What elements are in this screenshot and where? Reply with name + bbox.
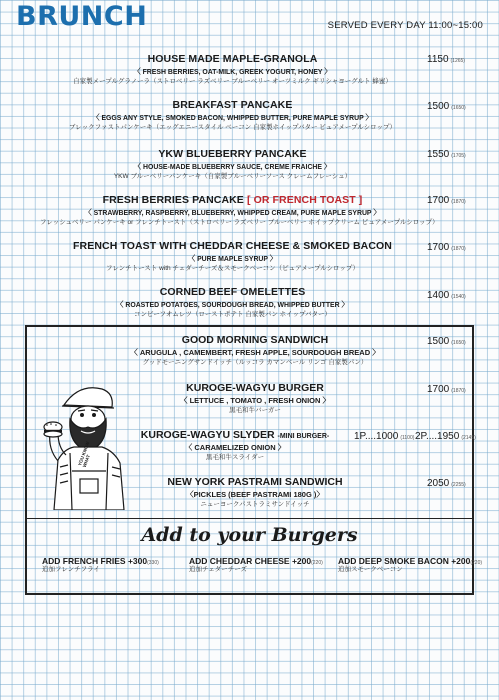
menu-item (40, 194, 439, 226)
item-price: 1700 (1870) (427, 195, 466, 206)
item-name: BREAKFAST PANCAKE (172, 99, 293, 111)
apron-text: YOU KNOW WHAT (77, 440, 91, 469)
menu-item (120, 334, 390, 366)
addon-title: Add to your Burgers (141, 524, 358, 546)
addon-item: ADD DEEP SMOKE BACON +200(220) 追加スモークベーコン (338, 556, 483, 574)
item-japanese: フレンチトースト with チェダーチーズ＆スモークベーコン（ピュアメープルシロップ） (106, 264, 359, 272)
addon-item: ADD CHEDDAR CHEESE +200(220) 追加チェダーチーズ (189, 556, 323, 574)
item-description: 〈 EGGS ANY STYLE, SMOKED BACON, WHIPPED BUTTER, PURE MAPLE SYRUP 〉 (92, 113, 373, 123)
item-price: 1500 (1650) (427, 101, 466, 112)
item-japanese: YKW ブルーベリーパンケーキ（自家製ブルーベリーソース クレームフレーシュ） (113, 172, 352, 180)
item-price-2p: 2P....1950 (2145) (415, 431, 476, 442)
menu-item (120, 429, 350, 461)
item-price: 1550 (1705) (427, 149, 466, 160)
item-japanese: ニューヨークパストラミサンドイッチ (200, 500, 310, 508)
item-name: FRENCH TOAST WITH CHEDDAR CHEESE & SMOKED BACON (73, 240, 392, 252)
item-japanese: ブレックファストパンケーキ（エッグエニースタイル ベーコン 自家製ホイップバター ピュアメープルシロップ） (68, 123, 397, 131)
menu-item (120, 476, 390, 508)
menu-item (40, 148, 425, 180)
addon-japanese: 追加チェダーチーズ (189, 566, 247, 574)
item-name: YKW BLUEBERRY PANCAKE (158, 148, 307, 160)
item-japanese: フレッシュベリー パンケーキ or フレンチトースト（ストロベリー ラズベリー ブルーベリー ホイップクリーム ピュアメープルシロップ） (40, 218, 439, 226)
item-description: 〈 LETTUCE , TOMATO , FRESH ONION 〉 (179, 396, 330, 406)
chef-illustration (34, 375, 129, 510)
page-title: BRUNCH (16, 1, 148, 32)
item-name-variant: [ OR FRENCH TOAST ] (246, 194, 363, 206)
item-japanese: コンビーフオムレツ（ローストポテト 自家製パン ホイップバター） (134, 310, 331, 318)
item-description: 〈 ROASTED POTATOES, SOURDOUGH BREAD, WHIPPED BUTTER 〉 (116, 300, 349, 310)
item-name: NEW YORK PASTRAMI SANDWICH (167, 476, 343, 488)
menu-item (120, 382, 390, 414)
menu-item (40, 240, 425, 272)
menu-item (40, 286, 425, 318)
addon-item: ADD FRENCH FRIES +300(330) 追加フレンチフライ (42, 556, 159, 574)
item-description: 〈 STRAWBERRY, RASPBERRY, BLUEBERRY, WHIPPED CREAM, PURE MAPLE SYRUP 〉 (84, 208, 381, 218)
item-description: 〈 HOUSE-MADE BLUEBERRY SAUCE, CREME FRAICHE 〉 (134, 162, 331, 172)
service-hours: SERVED EVERY DAY 11:00~15:00 (327, 20, 483, 31)
item-description: 〈 CARAMELIZED ONION 〉 (184, 443, 286, 453)
menu-item (40, 99, 425, 131)
item-japanese: 黒毛和牛スライダー (205, 453, 265, 461)
item-price-1p: 1P....1000 (1100) (354, 431, 415, 442)
item-description: 〈 FRESH BERRIES, OAT-MILK, GREEK YOGURT, HONEY 〉 (133, 67, 332, 77)
item-price: 1500 (1650) (427, 336, 466, 347)
item-name: CORNED BEEF OMELETTES (159, 286, 306, 298)
menu-item (40, 53, 425, 85)
item-price: 2050 (2255) (427, 478, 466, 489)
item-price: 1400 (1540) (427, 290, 466, 301)
addon-divider (25, 518, 474, 519)
item-price: 1700 (1870) (427, 242, 466, 253)
item-name: KUROGE-WAGYU BURGER (186, 382, 324, 394)
item-name: FRESH BERRIES PANCAKE [ OR FRENCH TOAST ] (102, 194, 363, 206)
addon-japanese: 追加フレンチフライ (42, 566, 100, 574)
addon-japanese: 追加スモークベーコン (338, 566, 403, 574)
item-description: 〈 PURE MAPLE SYRUP 〉 (188, 254, 277, 264)
item-japanese: 黒毛和牛バーガー (229, 406, 281, 414)
item-subtitle: -MINI BURGER- (277, 433, 330, 440)
item-name: HOUSE MADE MAPLE-GRANOLA (147, 53, 318, 65)
item-price: 1700 (1870) (427, 384, 466, 395)
item-japanese: 自家製メープルグラノーラ（ストロベリー ラズベリー ブルーベリー オーツミルク ギリシャヨーグルト 蜂蜜） (73, 77, 392, 85)
item-description: 〈PICKLES (BEEF PASTRAMI 180G )〉 (186, 490, 324, 500)
item-japanese: グッドモーニングサンドイッチ（ルッコラ カマンベール リンゴ 自家製パン） (142, 358, 368, 366)
item-description: 〈 ARUGULA , CAMEMBERT, FRESH APPLE, SOURDOUGH BREAD 〉 (130, 348, 380, 358)
item-name: KUROGE-WAGYU SLYDER -MINI BURGER- (140, 429, 330, 441)
item-name: GOOD MORNING SANDWICH (181, 334, 329, 346)
item-price: 1150 (1265) (427, 54, 465, 65)
